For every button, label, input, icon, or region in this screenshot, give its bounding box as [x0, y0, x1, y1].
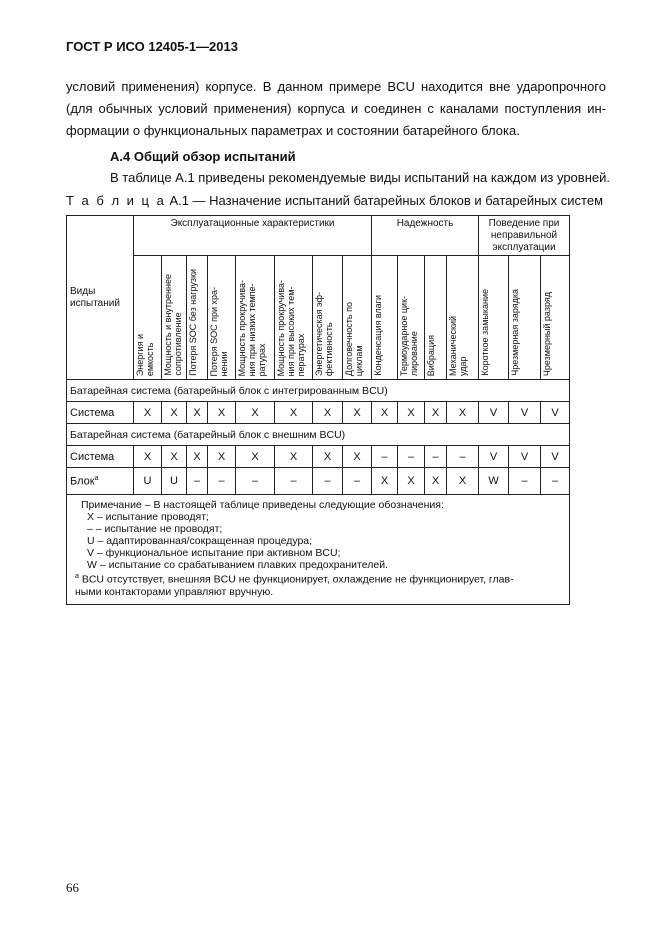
table-cell: X [187, 402, 208, 424]
test-assignment-table [66, 215, 570, 605]
column-header [398, 256, 425, 380]
paragraph-line: условий применения) корпусе. В данном примере BCU находится вне ударопрочного [66, 79, 606, 94]
column-label: Долговечность по циклам [344, 301, 364, 376]
table-cell: X [134, 446, 162, 468]
column-header [208, 256, 236, 380]
column-header [541, 256, 570, 380]
column-label: Потеря SOC без нагрузки [188, 269, 198, 376]
page-number: 66 [66, 880, 79, 895]
table-cell: X [447, 402, 479, 424]
group-performance: Эксплуатационные характеристики [134, 216, 372, 256]
table-cell: – [398, 446, 425, 468]
table-cell: X [162, 446, 187, 468]
footnote-ref: a [94, 474, 99, 482]
table-cell: X [187, 446, 208, 468]
table-cell: X [162, 402, 187, 424]
table-cell: X [398, 468, 425, 495]
row-header-label: Виды испытаний [70, 285, 120, 309]
table-cell: – [275, 468, 313, 495]
document-header: ГОСТ Р ИСО 12405-1—2013 [66, 39, 238, 54]
column-label: Потеря SOC при хра- нении [209, 286, 229, 376]
table-cell: V [541, 446, 570, 468]
column-header [425, 256, 447, 380]
table-cell: X [425, 402, 447, 424]
column-header [187, 256, 208, 380]
table-cell: V [509, 446, 541, 468]
table-cell: – [447, 446, 479, 468]
note-line: U – адаптированная/сокращенная процедура; [87, 535, 313, 547]
note-line: – – испытание не проводят; [87, 523, 223, 535]
column-header [343, 256, 372, 380]
paragraph-line: (для обычных условий применения) корпуса и соединен с каналами поступления ин- [66, 101, 606, 116]
column-header [447, 256, 479, 380]
column-header [372, 256, 398, 380]
table-cell: X [447, 468, 479, 495]
table-cell: X [236, 402, 275, 424]
note-line: X – испытание проводят; [87, 511, 209, 523]
section-row-external-bcu: Батарейная система (батарейный блок с внешним BCU) [67, 424, 570, 446]
table-cell: X [313, 402, 343, 424]
column-label: Конденсация влаги [373, 295, 383, 376]
footnote-mark: a [75, 573, 79, 580]
table-cell: – [343, 468, 372, 495]
column-label: Мощность прокручива- ния при высоких тем- пературах [276, 279, 306, 376]
group-reliability: Надежность [372, 216, 479, 256]
table-cell: U [134, 468, 162, 495]
section-title: А.4 Общий обзор испытаний [110, 149, 296, 164]
table-cell: X [208, 402, 236, 424]
intro-text: В таблице А.1 приведены рекомендуемые виды испытаний на каждом из уровней. [110, 170, 610, 185]
table-cell: – [236, 468, 275, 495]
table-cell: V [479, 446, 509, 468]
table-cell: V [541, 402, 570, 424]
table-cell: X [372, 468, 398, 495]
column-label: Чрезмерная зарядка [510, 289, 521, 376]
table-cell: X [398, 402, 425, 424]
column-header [162, 256, 187, 380]
note-line: W – испытание со срабатыванием плавких предохранителей. [87, 559, 388, 571]
table-cell: X [425, 468, 447, 495]
table-cell: – [425, 446, 447, 468]
row-label: Система [67, 402, 134, 424]
table-cell: – [372, 446, 398, 468]
column-header [313, 256, 343, 380]
note-line: Примечание – В настоящей таблице приведены следующие обозначения: [81, 499, 444, 511]
row-label: Система [67, 446, 134, 468]
table-cell: X [372, 402, 398, 424]
table-cell: – [509, 468, 541, 495]
column-label: Механический удар [448, 316, 468, 376]
table-cell: W [479, 468, 509, 495]
table-cell: V [509, 402, 541, 424]
table-cell: – [541, 468, 570, 495]
column-label: Вибрация [426, 334, 436, 376]
column-header [509, 256, 541, 380]
table-cell: X [275, 402, 313, 424]
footnote-text: BCU отсутствует, внешняя BCU не функционирует, охлаждение не функционирует, глав- ными контакторами управляют вручную. [75, 573, 514, 598]
column-header [236, 256, 275, 380]
table-caption [66, 193, 603, 208]
table-notes [67, 495, 570, 605]
table-cell: – [208, 468, 236, 495]
body-paragraph [66, 76, 606, 142]
table-cell: X [236, 446, 275, 468]
caption-text: А.1 — Назначение испытаний батарейных блоков и батарейных систем [169, 193, 604, 208]
table-cell: X [275, 446, 313, 468]
table-row [67, 402, 570, 424]
column-label: Чрезмерный разряд [542, 291, 553, 376]
table-cell: X [313, 446, 343, 468]
column-label: Термоударное цик- лирование [399, 295, 419, 376]
table-row [67, 468, 570, 495]
table-cell: – [313, 468, 343, 495]
column-label: Короткое замыкание [480, 289, 491, 376]
column-header [134, 256, 162, 380]
column-header [479, 256, 509, 380]
paragraph-line: формации о функциональных параметрах и состоянии батарейного блока. [66, 123, 520, 138]
table-cell: X [343, 402, 372, 424]
column-label: Энергетическая эф- фективность [314, 291, 334, 376]
footnote [75, 571, 565, 598]
row-label [67, 468, 134, 495]
table-cell: X [343, 446, 372, 468]
table-cell: V [479, 402, 509, 424]
table-cell: – [187, 468, 208, 495]
note-line: V – функциональное испытание при активном BCU; [87, 547, 341, 559]
table-cell: X [134, 402, 162, 424]
row-label-text: Блок [70, 475, 95, 488]
column-label: Мощность и внутреннее сопротивление [163, 274, 183, 376]
table-cell: X [208, 446, 236, 468]
row-header-cell [67, 216, 134, 380]
column-label: Мощность прокручива- ния при низких темпе- ратурах [237, 279, 267, 376]
column-label: Энергия и емкость [135, 333, 155, 376]
table-cell: U [162, 468, 187, 495]
section-row-integrated-bcu: Батарейная система (батарейный блок с интегрированным BCU) [67, 380, 570, 402]
group-abuse: Поведение при неправильной эксплуатации [479, 216, 570, 256]
column-header [275, 256, 313, 380]
table-row [67, 446, 570, 468]
caption-prefix: Т а б л и ц а [66, 193, 166, 208]
